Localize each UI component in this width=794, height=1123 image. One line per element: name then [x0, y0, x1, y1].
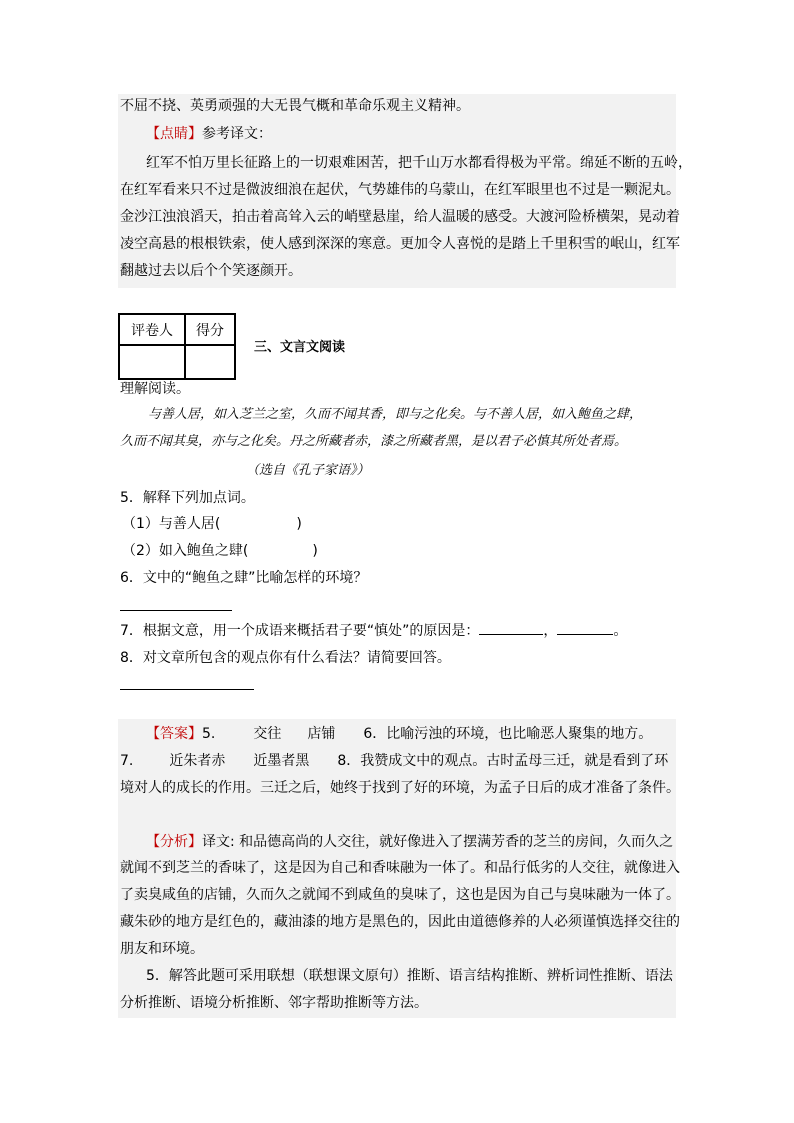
reading-intro: 理解阅读。	[120, 381, 190, 397]
answer-6: 6．比喻污浊的环境，也比喻恶人聚集的地方。	[363, 726, 653, 742]
analysis-line: 朋友和环境。	[120, 941, 204, 957]
dianjing-label: 【点睛】	[146, 126, 202, 142]
answer-8: 8．我赞成文中的观点。古时孟母三迁，就是看到了环	[337, 753, 669, 769]
analysis-text: 译文: 和品德高尚的人交往，就好像进入了摆满芳香的芝兰的房间，久而久之	[202, 834, 674, 850]
score-header: 得分	[185, 314, 235, 345]
question-6: 6．文中的“鲍鱼之肆”比喻怎样的环境？	[120, 570, 368, 586]
analysis-line: 了卖臭咸鱼的店铺，久而久之就闻不到咸鱼的臭味了，这也是因为自己与臭味融为一体了。	[120, 887, 680, 903]
translation-line: 在红军看来只不过是微波细浪在起伏，气势雄伟的乌蒙山，在红军眼里也不过是一颗泥丸。	[120, 182, 680, 198]
question-7-end: 。	[613, 623, 628, 639]
answer-7-num: 7.	[120, 753, 134, 769]
answer-line	[146, 724, 652, 744]
grader-cell	[119, 345, 185, 379]
answer-line-6	[120, 610, 232, 611]
translation-line: 凌空高悬的根根铁索，使人感到深深的寒意。更加令人喜悦的是踏上千里积雪的岷山，红军	[120, 236, 680, 252]
text-line: 不屈不挠、英勇顽强的大无畏气概和革命乐观主义精神。	[120, 98, 470, 114]
question-8: 8．对文章所包含的观点你有什么看法？请简要回答。	[120, 650, 451, 666]
classical-text-source: （选自《孔子家语》）	[246, 463, 370, 478]
question-7-sep: ，	[543, 623, 558, 639]
analysis-line: 藏朱砂的地方是红色的，藏油漆的地方是黑色的，因此由道德修养的人必须谨慎选择交往的	[120, 914, 680, 930]
answer-line	[120, 751, 668, 771]
analysis-label: 【分析】	[146, 834, 202, 850]
analysis-line: 5．解答此题可采用联想（联想课文原句）推断、语言结构推断、辨析词性推断、语法	[146, 968, 673, 984]
question-5-1-close: )	[296, 516, 302, 532]
analysis-line: 就闻不到芝兰的香味了，这是因为自己和香味融为一体了。和品行低劣的人交往，就像进入	[120, 860, 680, 876]
answer-7-1: 近朱者赤	[169, 753, 226, 769]
answer-5-num: 5.	[202, 726, 216, 742]
question-5-2-text: （2）如入鲍鱼之肆(	[122, 543, 249, 559]
question-5: 5．解释下列加点词。	[120, 490, 255, 506]
question-5-1	[122, 514, 302, 534]
answer-7-2: 近墨者黑	[253, 753, 310, 769]
section-title: 三、文言文阅读	[254, 340, 346, 355]
dianjing-line	[146, 124, 272, 144]
question-7	[120, 621, 627, 641]
translation-line: 金沙江浊浪滔天，拍击着高耸入云的峭壁悬崖，给人温暖的感受。大渡河险桥横架，晃动着	[120, 209, 680, 225]
analysis-line	[146, 832, 673, 852]
answer-line-8	[120, 689, 254, 690]
question-5-2	[122, 541, 318, 561]
classical-text-line: 久而不闻其臭，亦与之化矣。丹之所藏者赤，漆之所藏者黑，是以君子必慎其所处者焉。	[120, 434, 628, 449]
grader-header: 评卷人	[119, 314, 185, 345]
answer-label: 【答案】	[146, 726, 202, 742]
question-5-2-close: )	[312, 543, 318, 559]
analysis-line: 分析推断、语境分析推断、邻字帮助推断等方法。	[120, 995, 428, 1011]
translation-line: 红军不怕万里长征路上的一切艰难困苦，把千山万水都看得极为平常。绵延不断的五岭，	[146, 155, 692, 171]
blank-7a[interactable]	[479, 634, 543, 635]
answer-line: 境对人的成长的作用。三迁之后，她终于找到了好的环境，为孟子日后的成才准备了条件。	[120, 780, 680, 796]
answer-5-2: 店铺	[307, 726, 336, 742]
score-table	[118, 313, 236, 380]
question-7-text: 7．根据文意，用一个成语来概括君子要“慎处”的原因是：	[120, 623, 480, 639]
classical-text-line: 与善人居，如入芝兰之室，久而不闻其香，即与之化矣。与不善人居，如入鲍鱼之肆，	[148, 407, 643, 422]
question-5-1-text: （1）与善人居(	[122, 516, 221, 532]
score-cell	[185, 345, 235, 379]
answer-5-1: 交往	[253, 726, 282, 742]
blank-7b[interactable]	[557, 634, 613, 635]
dianjing-title: 参考译文：	[202, 126, 272, 142]
translation-line: 翻越过去以后个个笑逐颜开。	[120, 263, 302, 279]
